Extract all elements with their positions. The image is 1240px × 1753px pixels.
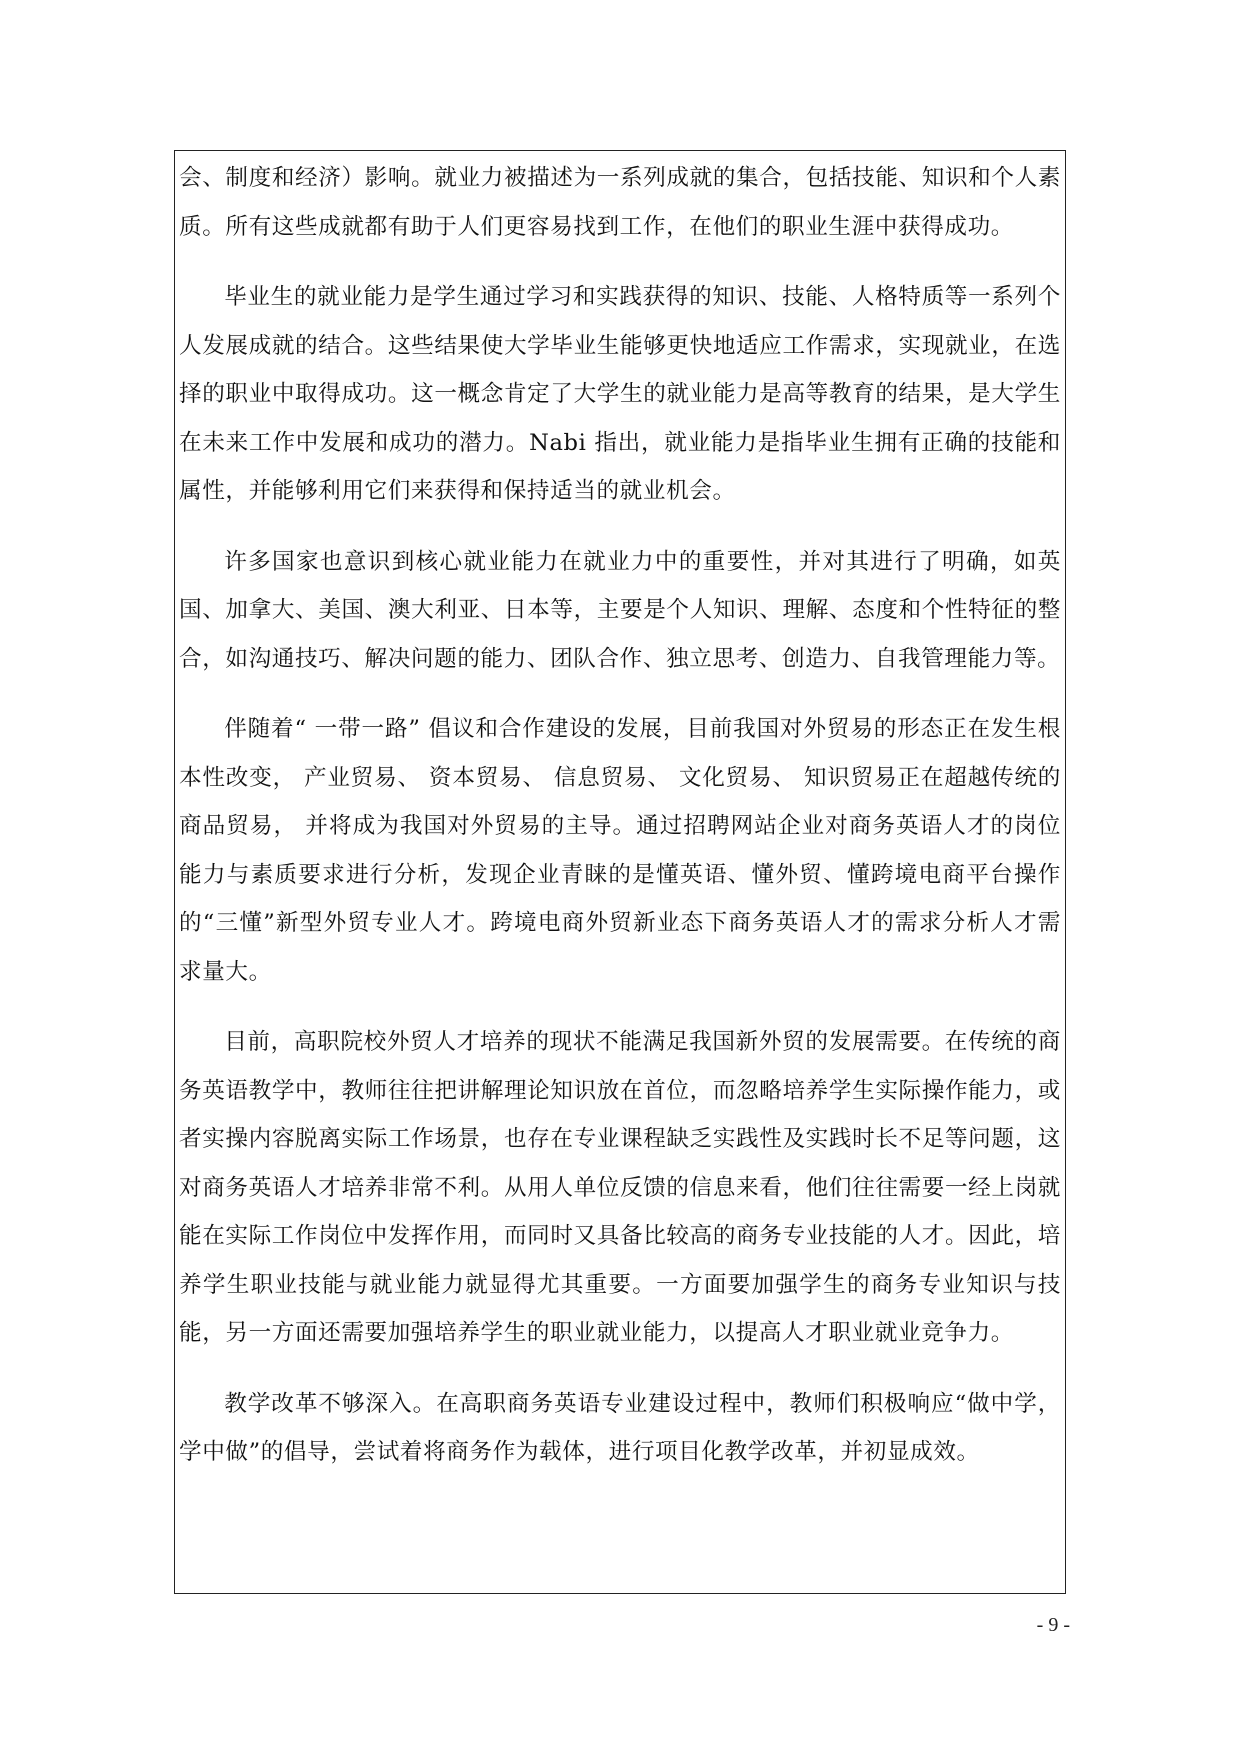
paragraph-continuation: 会、制度和经济）影响。就业力被描述为一系列成就的集合，包括技能、知识和个人素质。所有这些成就都有助于人们更容易找到工作，在他们的职业生涯中获得成功。 (179, 165, 1061, 240)
page-number: - 9 - (1036, 1614, 1070, 1636)
paragraph-vocational-training: 目前，高职院校外贸人才培养的现状不能满足我国新外贸的发展需要。在传统的商务英语教学中，教师往往把讲解理论知识放在首位，而忽略培养学生实际操作能力，或者实操内容脱离实际工作场景，也存在专业课程缺乏实践性及实践时长不足等问题，这对商务英语人才培养非常不利。从用人单位反馈的信息来看，他们往往需要一经上岗就能在实际工作岗位中发挥作用，而同时又具备比较高的商务专业技能的人才。因此，培养学生职业技能与就业能力就显得尤其重要。一方面要加强学生的商务专业知识与技能，另一方面还需要加强培养学生的职业就业能力，以提高人才职业就业竞争力。 (179, 1029, 1061, 1346)
paragraph-core-employability: 许多国家也意识到核心就业能力在就业力中的重要性，并对其进行了明确，如英国、加拿大、美国、澳大利亚、日本等，主要是个人知识、理解、态度和个性特征的整合，如沟通技巧、解决问题的能力、团队合作、独立思考、创造力、自我管理能力等。 (179, 548, 1061, 672)
paragraph-teaching-reform: 教学改革不够深入。在高职商务英语专业建设过程中，教师们积极响应“做中学，学中做”的倡导，尝试着将商务作为载体，进行项目化教学改革，并初显成效。 (179, 1390, 1061, 1465)
paragraph-graduate-employability: 毕业生的就业能力是学生通过学习和实践获得的知识、技能、人格特质等一系列个人发展成就的结合。这些结果使大学毕业生能够更快地适应工作需求，实现就业，在选择的职业中取得成功。这一概念肯定了大学生的就业能力是高等教育的结果，是大学生在未来工作中发展和成功的潜力。Nabi 指出，就业能力是指毕业生拥有正确的技能和属性，并能够利用它们来获得和保持适当的就业机会。 (179, 284, 1061, 504)
paragraph-belt-and-road: 伴随着“ 一带一路” 倡议和合作建设的发展，目前我国对外贸易的形态正在发生根本性改变， 产业贸易、 资本贸易、 信息贸易、 文化贸易、 知识贸易正在超越传统的商品贸易， 并将成为我国对外贸易的主导。通过招聘网站企业对商务英语人才的岗位能力与素质要求进行分析，发现企业青睐的是懂英语、懂外贸、懂跨境电商平台操作的“三懂”新型外贸专业人才。跨境电商外贸新业态下商务英语人才的需求分析人才需求量大。 (179, 716, 1061, 985)
content-frame (174, 150, 1066, 1594)
